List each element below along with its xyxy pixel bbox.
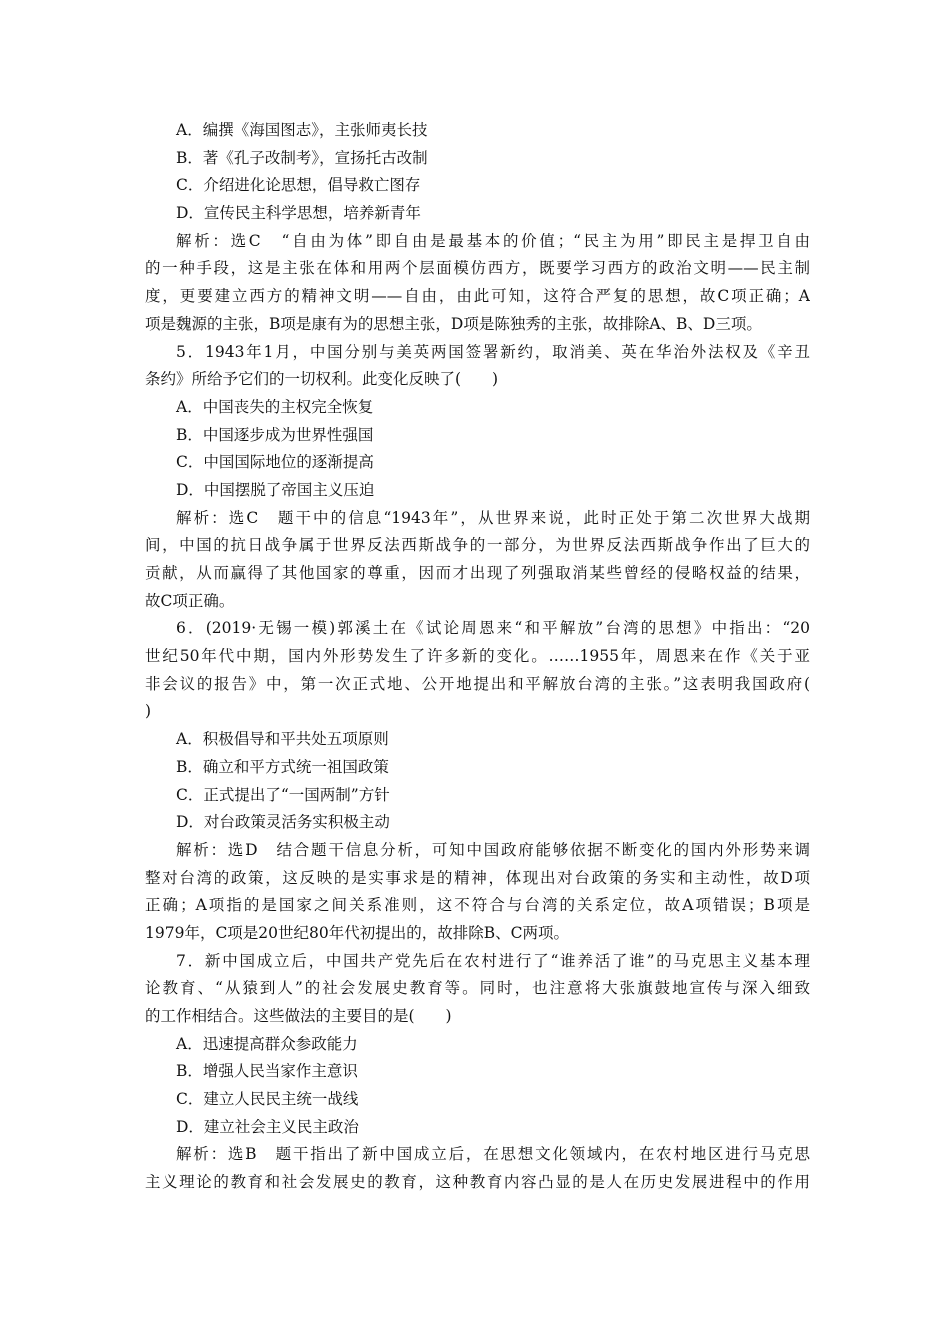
question-4	[145, 117, 810, 339]
q5-option-c: C．中国国际地位的逐渐提高	[176, 453, 374, 472]
q7-option-a: A．迅速提高群众参政能力	[176, 1034, 358, 1053]
q4-option-c: C．介绍进化论思想，倡导救亡图存	[176, 176, 421, 195]
q5-option-b: B．中国逐步成为世界性强国	[176, 425, 374, 444]
q5-analysis-line-2: 间，中国的抗日战争属于世界反法西斯战争的一部分，为世界反法西斯战争作出了巨大的	[145, 536, 810, 555]
q6-option-a: A．积极倡导和平共处五项原则	[176, 730, 389, 749]
q6-analysis-line-1: 解析：选D 结合题干信息分析，可知中国政府能够依据不断变化的国内外形势来调	[176, 840, 810, 859]
q7-option-d: D．建立社会主义民主政治	[176, 1117, 359, 1136]
q5-analysis-line-1: 解析：选C 题干中的信息“1943年”，从世界来说，此时正处于第二次世界大战期	[176, 508, 810, 527]
q7-option-c: C．建立人民民主统一战线	[176, 1090, 359, 1109]
q6-stem-line-3: 非会议的报告》中，第一次正式地、公开地提出和平解放台湾的主张。”这表明我国政府(	[145, 674, 810, 693]
q7-analysis-line-1: 解析：选B 题干指出了新中国成立后，在思想文化领域内，在农村地区进行马克思	[176, 1145, 810, 1164]
q5-option-a: A．中国丧失的主权完全恢复	[176, 397, 374, 416]
q5-stem-line-2: 条约》所给予它们的一切权利。此变化反映了( )	[145, 370, 499, 389]
document-page	[145, 117, 810, 1197]
q6-stem-line-4: )	[145, 702, 152, 721]
q4-option-d: D．宣传民主科学思想，培养新青年	[176, 204, 421, 223]
q4-analysis-line-1: 解析：选C “自由为体”即自由是最基本的价值；“民主为用”即民主是捍卫自由	[176, 231, 810, 250]
q7-stem-line-2: 论教育、“从猿到人”的社会发展史教育等。同时，也注意将大张旗鼓地宣传与深入细致	[145, 979, 810, 998]
q5-analysis-line-3: 贡献，从而赢得了其他国家的尊重，因而才出现了列强取消某些曾经的侵略权益的结果，	[145, 564, 810, 582]
q6-option-b: B．确立和平方式统一祖国政策	[176, 757, 389, 776]
q5-analysis-line-4: 故C项正确。	[145, 591, 235, 610]
q7-analysis-line-2: 主义理论的教育和社会发展史的教育，这种教育内容凸显的是人在历史发展进程中的作用	[145, 1173, 810, 1192]
question-5	[145, 339, 810, 616]
q6-stem-line-2: 世纪50年代中期，国内外形势发生了许多新的变化。……1955年，周恩来在作《关于亚	[145, 647, 810, 666]
q5-stem-line-1: 5．1943年1月，中国分别与美英两国签署新约，取消美、英在华治外法权及《辛丑	[176, 342, 810, 361]
q6-option-c: C．正式提出了“一国两制”方针	[176, 785, 390, 804]
q7-option-b: B．增强人民当家作主意识	[176, 1062, 358, 1081]
q4-analysis-line-4: 项是魏源的主张，B项是康有为的思想主张，D项是陈独秀的主张，故排除A、B、D三项。	[145, 314, 762, 333]
q6-analysis-line-3: 正确；A项指的是国家之间关系准则，这不符合与台湾的关系定位，故A项错误；B项是	[145, 896, 810, 915]
q4-analysis-line-2: 的一种手段，这是主张在体和用两个层面模仿西方，既要学习西方的政治文明——民主制	[145, 259, 810, 278]
q4-option-a: A．编撰《海国图志》，主张师夷长技	[176, 121, 428, 139]
q6-option-d: D．对台政策灵活务实积极主动	[176, 813, 390, 832]
q6-analysis-line-2: 整对台湾的政策，这反映的是实事求是的精神，体现出对台政策的务实和主动性，故D项	[145, 868, 810, 887]
q7-stem-line-1: 7．新中国成立后，中国共产党先后在农村进行了“谁养活了谁”的马克思主义基本理	[176, 951, 810, 970]
question-6	[145, 615, 810, 947]
q4-option-b: B．著《孔子改制考》，宣扬托古改制	[176, 148, 428, 167]
question-7	[145, 948, 810, 1197]
q6-analysis-line-4: 1979年，C项是20世纪80年代初提出的，故排除B、C两项。	[145, 923, 570, 942]
q4-analysis-line-3: 度，更要建立西方的精神文明——自由，由此可知，这符合严复的思想，故C项正确；A	[145, 287, 810, 306]
q7-stem-line-3: 的工作相结合。这些做法的主要目的是( )	[145, 1007, 452, 1025]
q5-option-d: D．中国摆脱了帝国主义压迫	[176, 480, 375, 499]
q6-stem-line-1: 6．(2019·无锡一模)郭溪土在《试论周恩来“和平解放”台湾的思想》中指出：“20	[176, 619, 810, 638]
